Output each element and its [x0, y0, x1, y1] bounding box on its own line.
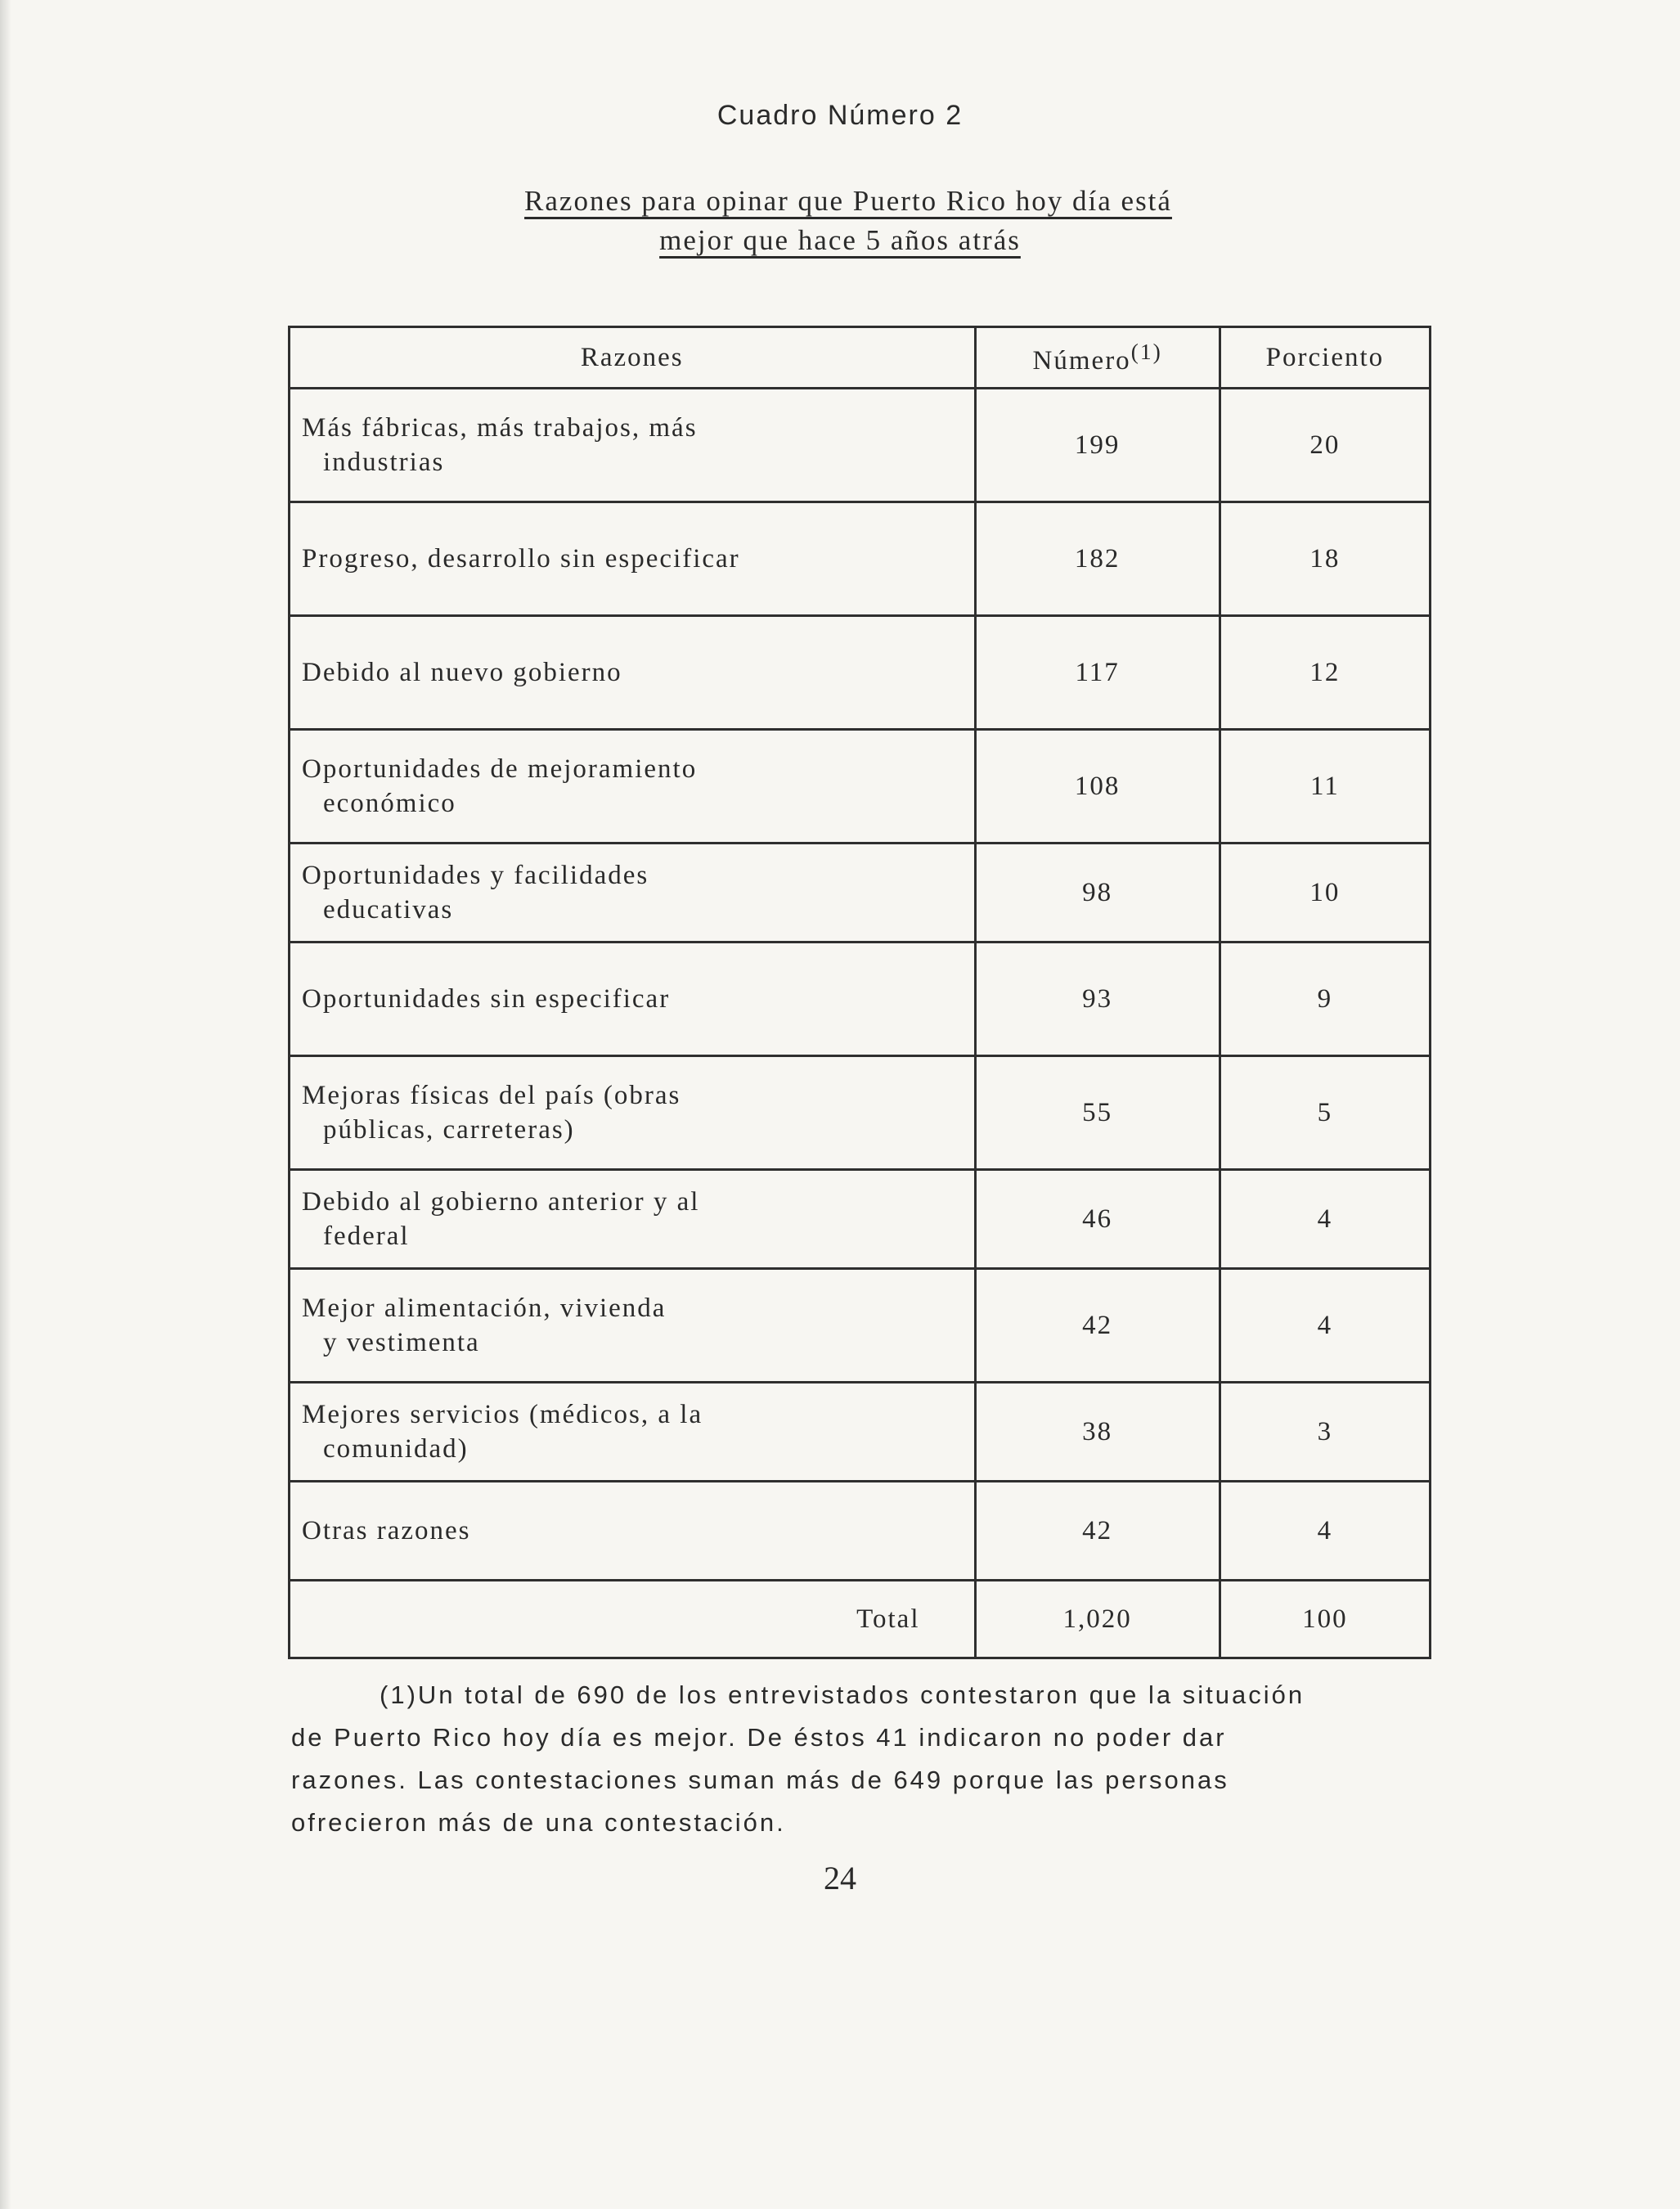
header-row [290, 327, 1431, 389]
reason-line-2: industrias [323, 448, 445, 477]
table-row [290, 844, 1431, 943]
table-row [290, 502, 1431, 616]
table-row [290, 616, 1431, 730]
percent-cell: 18 [1220, 502, 1430, 616]
percent-cell: 20 [1220, 389, 1430, 502]
table-row [290, 1170, 1431, 1269]
percent-cell: 4 [1220, 1269, 1430, 1383]
number-cell: 93 [975, 943, 1220, 1056]
reason-line-1: Mejoras físicas del país (obras [302, 1081, 681, 1110]
footnote-line-1: (1)Un total de 690 de los entrevistados contestaron que la situación [380, 1680, 1305, 1709]
subtitle-line-2: mejor que hace 5 años atrás [659, 224, 1021, 256]
footnote-line-3: razones. Las contestaciones suman más de 649 porque las personas [291, 1766, 1229, 1794]
number-cell: 42 [975, 1269, 1220, 1383]
table-row [290, 1056, 1431, 1170]
header-percent: Porciento [1220, 327, 1430, 389]
reason-line-2: federal [323, 1221, 410, 1251]
percent-cell: 4 [1220, 1170, 1430, 1269]
reason-cell [290, 1482, 976, 1581]
reason-cell [290, 1383, 976, 1482]
subtitle-line-1: Razones para opinar que Puerto Rico hoy día está [524, 185, 1172, 217]
reason-cell [290, 1269, 976, 1383]
reason-line-2: económico [323, 789, 456, 818]
number-cell: 182 [975, 502, 1220, 616]
header-reasons: Razones [290, 327, 976, 389]
percent-cell: 12 [1220, 616, 1430, 730]
table-row [290, 1482, 1431, 1581]
reason-cell [290, 616, 976, 730]
reason-line-1: Mejor alimentación, vivienda [302, 1293, 667, 1323]
reason-line-1: Oportunidades sin especificar [302, 984, 671, 1014]
header-number [975, 327, 1220, 389]
reason-line-2: y vestimenta [323, 1328, 480, 1357]
reason-cell [290, 844, 976, 943]
number-cell: 117 [975, 616, 1220, 730]
number-cell: 46 [975, 1170, 1220, 1269]
total-row [290, 1581, 1431, 1658]
reason-line-1: Más fábricas, más trabajos, más [302, 413, 698, 443]
reason-line-1: Debido al nuevo gobierno [302, 658, 622, 687]
reason-cell [290, 730, 976, 844]
reason-line-2: públicas, carreteras) [323, 1115, 575, 1145]
percent-cell: 5 [1220, 1056, 1430, 1170]
header-number-label: Número [1032, 346, 1131, 376]
table-row [290, 389, 1431, 502]
number-cell: 42 [975, 1482, 1220, 1581]
total-number: 1,020 [975, 1581, 1220, 1658]
total-label: Total [290, 1581, 976, 1658]
reason-line-1: Oportunidades de mejoramiento [302, 754, 698, 784]
number-cell: 55 [975, 1056, 1220, 1170]
table-row [290, 1383, 1431, 1482]
percent-cell: 4 [1220, 1482, 1430, 1581]
reason-line-1: Mejores servicios (médicos, a la [302, 1400, 703, 1429]
reason-line-1: Oportunidades y facilidades [302, 861, 649, 890]
number-cell: 199 [975, 389, 1220, 502]
reason-line-1: Otras razones [302, 1516, 471, 1545]
footnote-line-2: de Puerto Rico hoy día es mejor. De éstos 41 indicaron no poder dar [291, 1723, 1227, 1752]
reason-cell [290, 502, 976, 616]
table-row [290, 730, 1431, 844]
table-row [290, 1269, 1431, 1383]
percent-cell: 11 [1220, 730, 1430, 844]
total-percent: 100 [1220, 1581, 1430, 1658]
reasons-table [288, 326, 1431, 1659]
table-row [290, 943, 1431, 1056]
footnote [291, 1674, 1453, 1844]
reason-line-1: Debido al gobierno anterior y al [302, 1187, 700, 1217]
percent-cell: 9 [1220, 943, 1430, 1056]
page-number: 24 [824, 1860, 856, 1896]
footnote-line-4: ofrecieron más de una contestación. [291, 1808, 786, 1837]
percent-cell: 3 [1220, 1383, 1430, 1482]
reason-cell [290, 1170, 976, 1269]
header-number-footnote-ref: (1) [1130, 339, 1162, 364]
number-cell: 38 [975, 1383, 1220, 1482]
reason-line-2: comunidad) [323, 1434, 469, 1464]
reason-cell [290, 943, 976, 1056]
table-caption: Cuadro Número 2 [716, 100, 964, 131]
percent-cell: 10 [1220, 844, 1430, 943]
reason-line-1: Progreso, desarrollo sin especificar [302, 544, 740, 574]
reason-cell [290, 1056, 976, 1170]
number-cell: 108 [975, 730, 1220, 844]
reason-cell [290, 389, 976, 502]
reason-line-2: educativas [323, 895, 454, 925]
table-subtitle [0, 182, 1680, 260]
number-cell: 98 [975, 844, 1220, 943]
